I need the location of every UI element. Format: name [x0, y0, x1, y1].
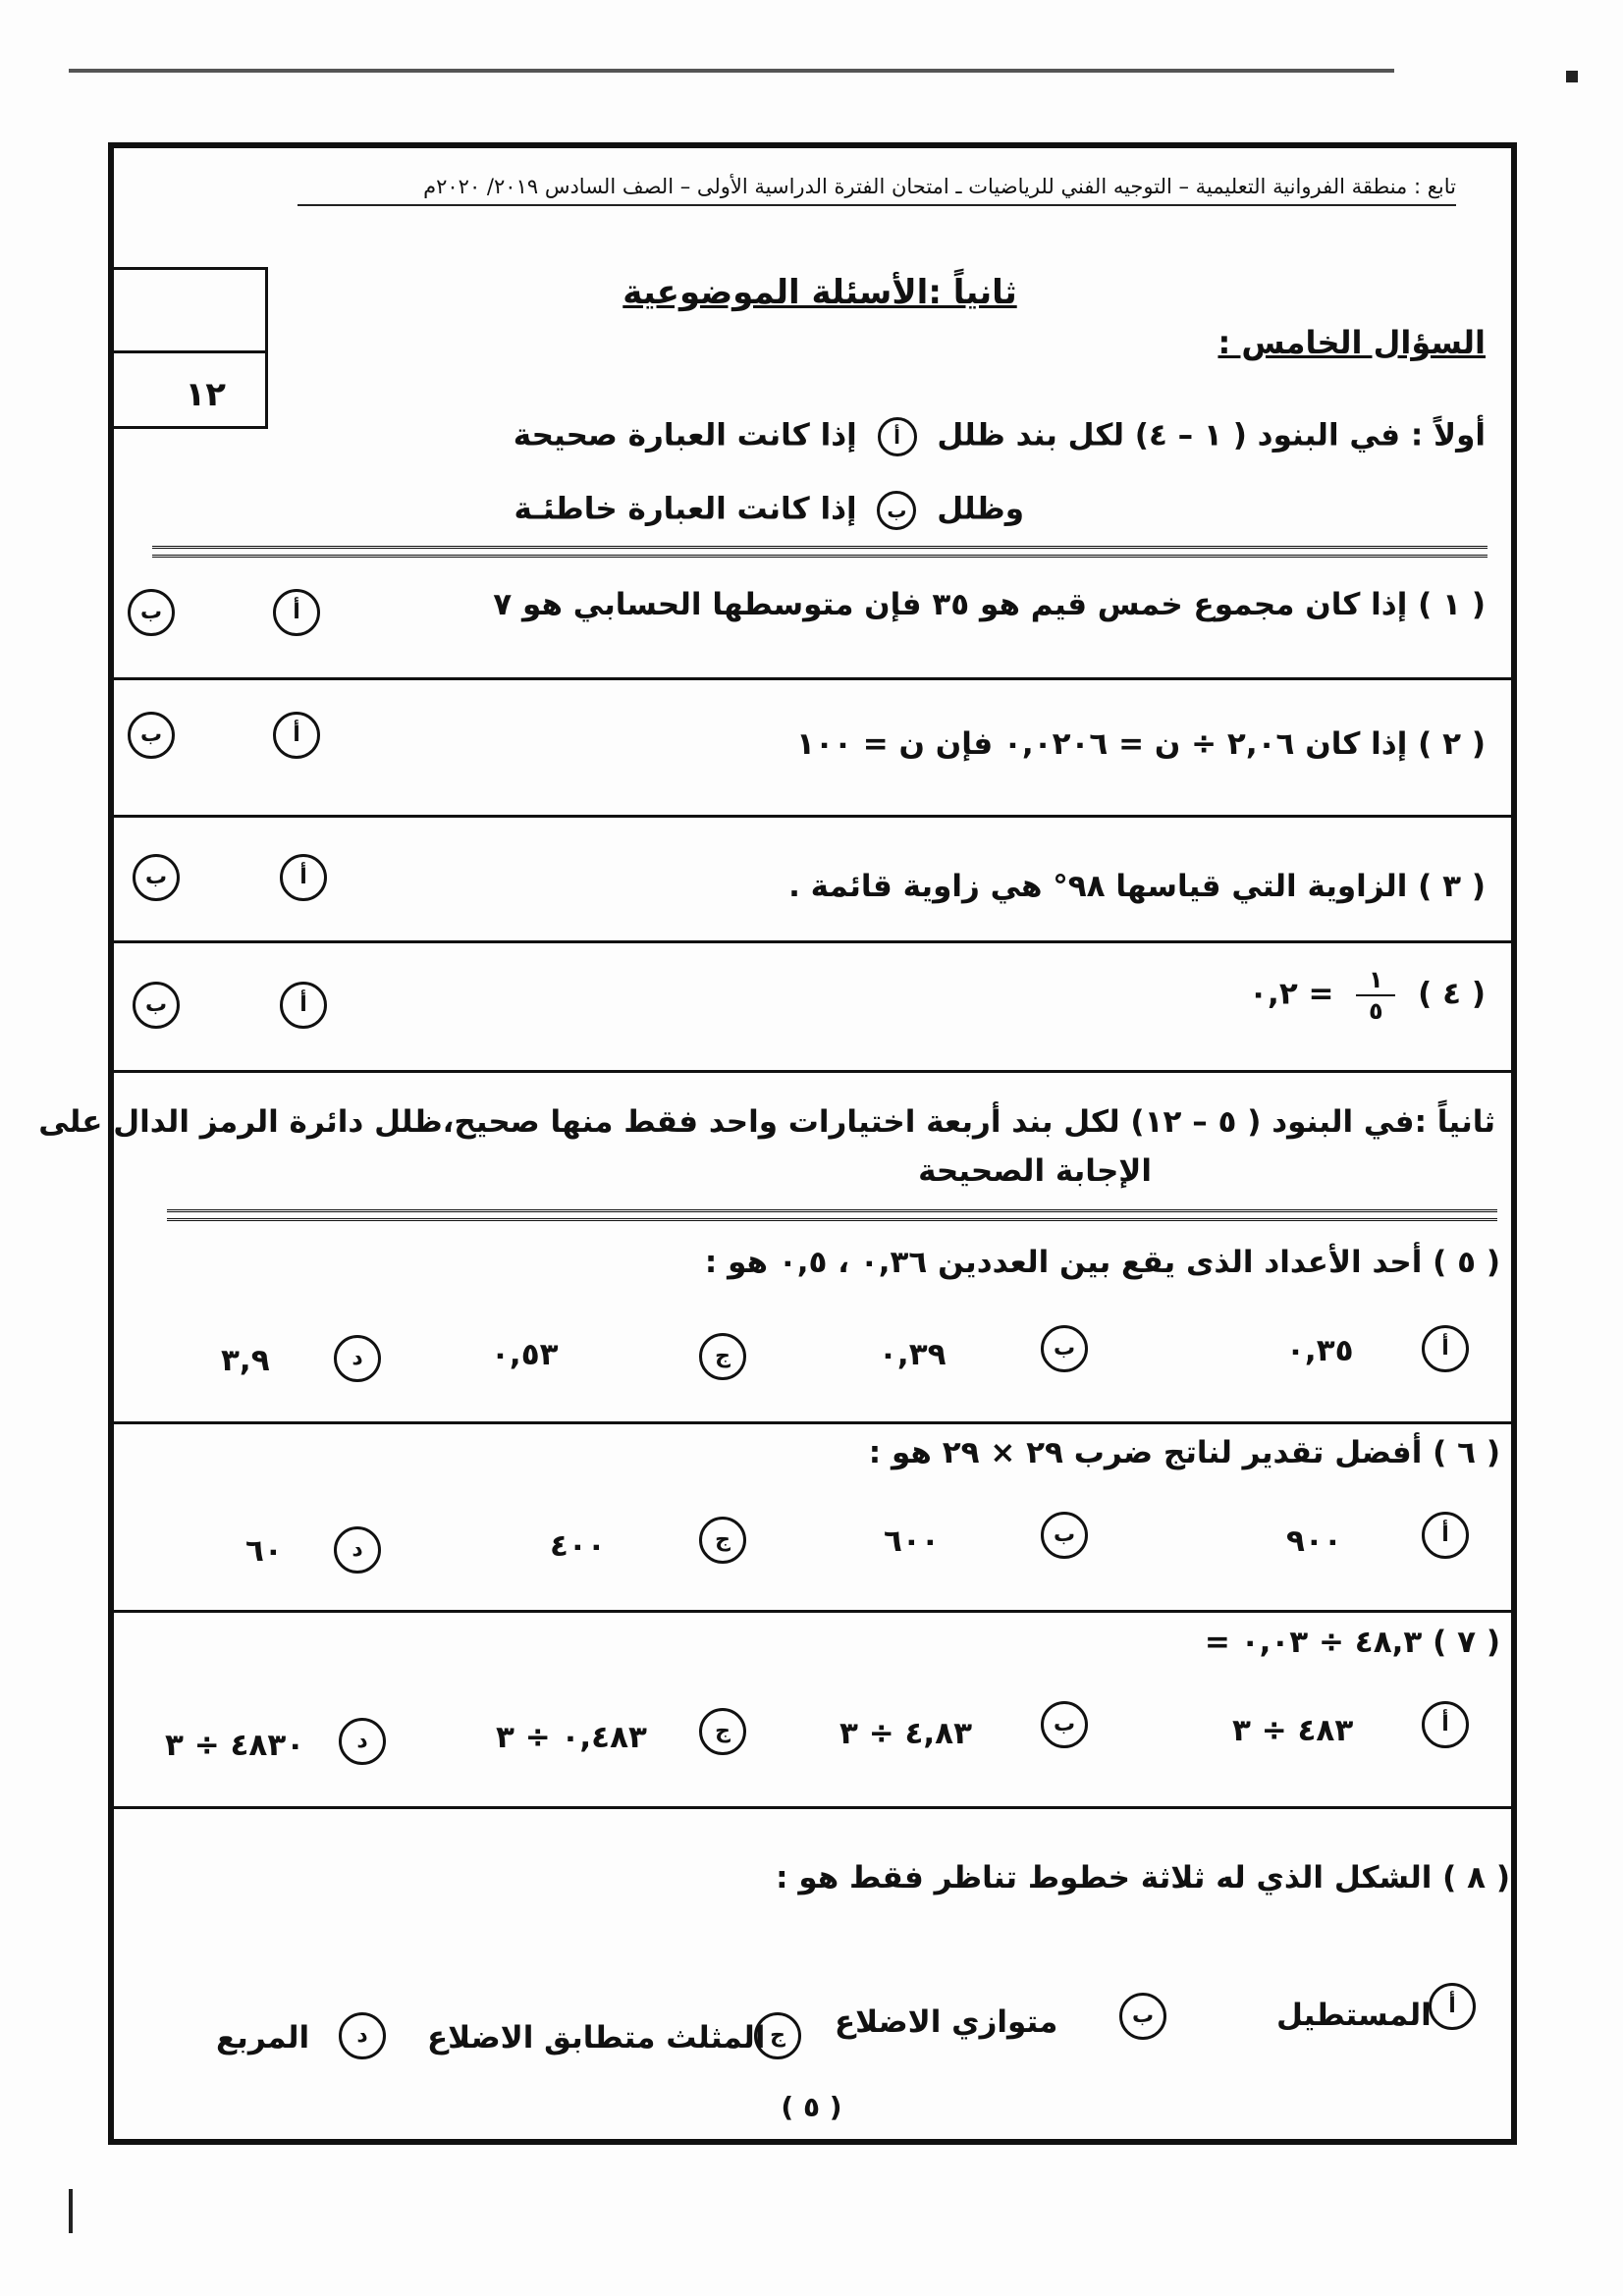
option-b-bubble[interactable]: ب — [133, 982, 180, 1029]
true-symbol: أ — [878, 417, 917, 456]
fraction-numerator: ١ — [1369, 966, 1383, 993]
part1-instruction-d: إذا كانت العبارة خاطئـة — [514, 491, 857, 527]
option-c-bubble[interactable]: ج — [699, 1517, 746, 1564]
item-number: ( ٢ ) — [1418, 726, 1486, 762]
item-text: ٤٨,٣ ÷ ٠,٠٣ = — [1204, 1625, 1423, 1660]
option-d-bubble[interactable]: د — [339, 2012, 386, 2059]
option-d-text: ٦٠ — [245, 1533, 283, 1569]
option-b-bubble[interactable]: ب — [1041, 1701, 1088, 1748]
item-number: ( ٣ ) — [1418, 869, 1486, 904]
item-text: إذا كان مجموع خمس قيم هو ٣٥ فإن متوسطها الحسابي هو ٧ — [493, 587, 1408, 622]
mc-item-7 — [1205, 1625, 1500, 1660]
part1-instruction-c: وظلل — [937, 491, 1024, 527]
separator — [167, 1209, 1497, 1221]
option-d-text: ٣,٩ — [221, 1343, 270, 1378]
option-a-bubble[interactable]: أ — [1422, 1701, 1469, 1748]
part1-instruction-a: أولاً : في البنود ( ١ – ٤) لكل بند ظلل — [937, 417, 1486, 454]
option-a-bubble[interactable]: أ — [1422, 1325, 1469, 1372]
separator — [152, 546, 1488, 558]
option-c-text: المثلث متطابق الاضلاع — [427, 2020, 766, 2056]
tf-item-1 — [493, 587, 1486, 622]
mc-item-8 — [776, 1860, 1510, 1896]
row-divider — [108, 677, 1517, 680]
fraction-denominator: ٥ — [1369, 997, 1383, 1025]
part2-instruction-line2: الإجابة الصحيحة — [918, 1153, 1152, 1189]
score-box-divider — [114, 350, 265, 353]
section-title: ثانياً :الأسئلة الموضوعية — [622, 273, 1017, 312]
false-symbol: ب — [877, 491, 916, 530]
item-number: ( ٦ ) — [1433, 1435, 1500, 1470]
option-a-bubble[interactable]: أ — [280, 982, 327, 1029]
exam-header: تابع : منطقة الفروانية التعليمية – التوجيه الفني للرياضيات ـ امتحان الفترة الدراسية الأولى – الصف السادس ٢٠١٩/ ٢٠٢٠م — [298, 175, 1456, 206]
item-number: ( ٨ ) — [1442, 1860, 1510, 1896]
tf-item-4 — [1249, 967, 1486, 1024]
page-number: ( ٥ ) — [781, 2091, 842, 2123]
option-d-text: المربع — [216, 2020, 310, 2056]
option-a-bubble[interactable]: أ — [273, 589, 320, 636]
row-divider — [108, 1070, 1517, 1073]
option-a-text: ٠,٣٥ — [1286, 1333, 1354, 1368]
item-number: ( ٥ ) — [1433, 1245, 1500, 1280]
option-d-bubble[interactable]: د — [339, 1718, 386, 1765]
part2-instruction-line1: ثانياً :في البنود ( ٥ – ١٢) لكل بند أربعة اختيارات واحد فقط منها صحيح،ظلل دائرة الرمز الدال على — [38, 1104, 1495, 1140]
fraction — [1356, 967, 1395, 1024]
question-title: السؤال الخامس : — [1217, 324, 1486, 361]
scan-dot — [1566, 71, 1578, 82]
option-a-bubble[interactable]: أ — [1422, 1512, 1469, 1559]
option-a-text: ٩٠٠ — [1286, 1523, 1342, 1559]
row-divider — [108, 1806, 1517, 1809]
item-number: ( ١ ) — [1418, 587, 1486, 622]
option-c-bubble[interactable]: ج — [699, 1708, 746, 1755]
option-a-text: المستطيل — [1276, 1998, 1432, 2033]
part1-instruction-line2 — [514, 491, 1025, 530]
option-d-bubble[interactable]: د — [334, 1526, 381, 1574]
item-text: أفضل تقدير لناتج ضرب ٢٩ × ٢٩ هو : — [868, 1435, 1423, 1470]
row-divider — [108, 1421, 1517, 1424]
option-b-bubble[interactable]: ب — [128, 589, 175, 636]
fraction-bar — [1356, 994, 1395, 996]
item-number: ( ٤ ) — [1418, 976, 1486, 1012]
option-a-text: ٤٨٣ ÷ ٣ — [1232, 1713, 1354, 1748]
option-c-bubble[interactable]: ج — [754, 2012, 801, 2059]
option-b-bubble[interactable]: ب — [1041, 1325, 1088, 1372]
item-text: أحد الأعداد الذى يقع بين العددين ٠,٣٦ ، ٠,٥ هو : — [704, 1245, 1423, 1280]
part1-instruction-b: إذا كانت العبارة صحيحة — [513, 417, 857, 454]
row-divider — [108, 940, 1517, 943]
option-c-text: ٠,٥٣ — [491, 1337, 559, 1372]
option-d-bubble[interactable]: د — [334, 1335, 381, 1382]
row-divider — [108, 1610, 1517, 1613]
option-a-bubble[interactable]: أ — [273, 712, 320, 759]
option-b-bubble[interactable]: ب — [1041, 1512, 1088, 1559]
mc-item-6 — [869, 1435, 1500, 1470]
option-c-text: ٤٠٠ — [550, 1528, 606, 1564]
option-b-text: ٦٠٠ — [884, 1523, 940, 1559]
option-b-bubble[interactable]: ب — [128, 712, 175, 759]
option-a-bubble[interactable]: أ — [1429, 1983, 1476, 2030]
item-text: الزاوية التي قياسها ٩٨° هي زاوية قائمة . — [788, 869, 1408, 904]
score-box — [111, 267, 268, 429]
score-value: ١٢ — [185, 375, 226, 414]
option-c-bubble[interactable]: ج — [699, 1333, 746, 1380]
scan-edge-mark-left — [69, 2189, 73, 2233]
part1-instruction-line1 — [514, 417, 1486, 456]
option-a-bubble[interactable]: أ — [280, 854, 327, 901]
item-text: = ٠,٢ — [1249, 976, 1334, 1012]
mc-item-5 — [705, 1245, 1500, 1280]
item-text: إذا كان ٢,٠٦ ÷ ن = ٠,٠٢٠٦ فإن ن = ١٠٠ — [796, 726, 1408, 762]
item-number: ( ٧ ) — [1433, 1625, 1500, 1660]
tf-item-2 — [796, 726, 1486, 762]
option-b-bubble[interactable]: ب — [133, 854, 180, 901]
option-d-text: ٤٨٣٠ ÷ ٣ — [165, 1728, 305, 1763]
scan-edge-mark — [69, 69, 1394, 73]
tf-item-3 — [788, 869, 1486, 904]
option-c-text: ٠,٤٨٣ ÷ ٣ — [496, 1720, 647, 1755]
option-b-bubble[interactable]: ب — [1119, 1993, 1166, 2040]
option-b-text: ٠,٣٩ — [879, 1337, 947, 1372]
option-b-text: ٤,٨٣ ÷ ٣ — [839, 1716, 973, 1751]
item-text: الشكل الذي له ثلاثة خطوط تناظر فقط هو : — [776, 1860, 1433, 1896]
row-divider — [108, 815, 1517, 818]
option-b-text: متوازي الاضلاع — [835, 2004, 1058, 2040]
